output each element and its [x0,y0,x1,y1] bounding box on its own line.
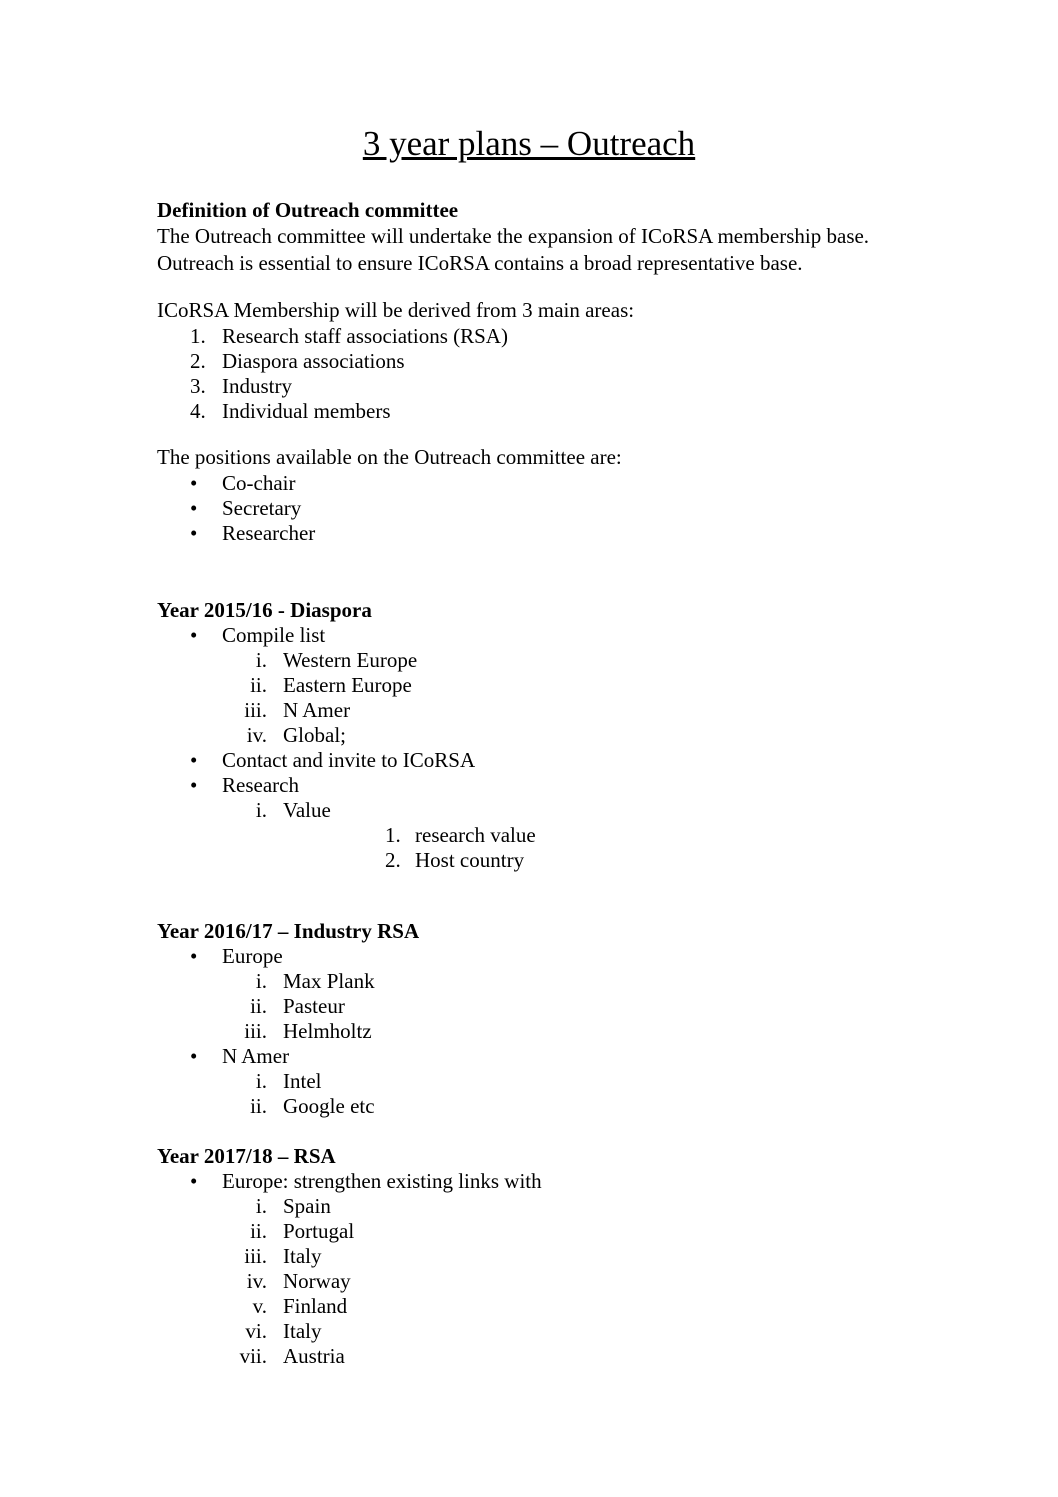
list-item [157,773,901,798]
definition-body-line: The Outreach committee will undertake the expansion of ICoRSA membership base. [157,224,870,248]
list-marker: i. [255,1069,267,1093]
membership-section [157,297,901,424]
list-item-label: Italy [283,1244,322,1268]
list-item-label: Research [222,773,299,797]
list-item [157,324,901,349]
list-item [157,969,901,994]
list-item [157,1269,901,1294]
list-item [157,748,901,773]
list-marker: 1. [190,324,206,348]
list-item [157,698,901,723]
list-marker: v. [252,1294,267,1318]
list-marker: iii. [244,1244,267,1268]
list-item [157,798,901,823]
list-item-label: Global; [283,723,346,747]
list-item [157,1019,901,1044]
bullet-marker: • [190,471,198,495]
list-item-label: Italy [283,1319,322,1343]
list-item-label: N Amer [283,698,351,722]
list-item-label: Pasteur [283,994,345,1018]
list-marker: i. [255,1194,267,1218]
list-item-label: Europe [222,944,283,968]
list-item-label: Research staff associations (RSA) [222,324,508,348]
bullet-marker: • [190,1044,198,1068]
positions-intro: The positions available on the Outreach committee are: [157,445,622,469]
positions-section [157,444,901,546]
list-item [157,521,901,546]
definition-section [157,197,901,277]
list-marker: 2. [385,848,401,872]
list-marker: iv. [246,1269,267,1293]
list-marker: 4. [190,399,206,423]
list-marker: ii. [250,994,267,1018]
year-2016-17-heading: Year 2016/17 – Industry RSA [157,919,420,943]
list-item [157,944,901,969]
list-item [157,1069,901,1094]
list-item [157,848,901,873]
list-item-label: Diaspora associations [222,349,405,373]
list-item-label: Austria [283,1344,345,1368]
list-item [157,1319,901,1344]
list-item [157,1244,901,1269]
list-marker: iv. [246,723,267,747]
list-marker: i. [255,798,267,822]
list-item-label: research value [415,823,536,847]
list-item-label: Industry [222,374,292,398]
list-item [157,496,901,521]
list-marker: ii. [250,1219,267,1243]
list-item [157,994,901,1019]
list-item-label: Portugal [283,1219,355,1243]
document-title: 3 year plans – Outreach [362,124,696,163]
bullet-marker: • [190,496,198,520]
list-item-label: Max Plank [283,969,375,993]
list-marker: 2. [190,349,206,373]
list-item-label: Contact and invite to ICoRSA [222,748,476,772]
list-item [157,648,901,673]
list-item [157,1094,901,1119]
list-item [157,1294,901,1319]
list-item-label: Eastern Europe [283,673,412,697]
bullet-marker: • [190,1169,198,1193]
list-marker: ii. [250,673,267,697]
year-2017-18-section [157,1143,901,1369]
list-marker: 1. [385,823,401,847]
bullet-marker: • [190,623,198,647]
membership-intro: ICoRSA Membership will be derived from 3 main areas: [157,298,635,322]
list-item-label: Researcher [222,521,316,545]
bullet-marker: • [190,521,198,545]
list-item [157,723,901,748]
definition-heading: Definition of Outreach committee [157,198,459,222]
list-item [157,1169,901,1194]
list-marker: iii. [244,698,267,722]
list-item-label: Individual members [222,399,391,423]
list-item-label: Finland [283,1294,348,1318]
list-item-label: Helmholtz [283,1019,372,1043]
list-item [157,399,901,424]
list-item-label: N Amer [222,1044,290,1068]
list-item-label: Compile list [222,623,326,647]
list-item [157,1219,901,1244]
list-item-label: Norway [283,1269,351,1293]
bullet-marker: • [190,944,198,968]
list-item-label: Value [283,798,331,822]
list-item-label: Secretary [222,496,302,520]
list-item [157,623,901,648]
list-marker: i. [255,648,267,672]
list-marker: vii. [239,1344,267,1368]
list-item [157,823,901,848]
list-marker: iii. [244,1019,267,1043]
list-item-label: Co-chair [222,471,296,495]
list-marker: ii. [250,1094,267,1118]
list-item-label: Spain [283,1194,331,1218]
list-marker: 3. [190,374,206,398]
list-item-label: Google etc [283,1094,375,1118]
list-item [157,374,901,399]
list-item-label: Western Europe [283,648,418,672]
list-item [157,1344,901,1369]
year-2015-16-section [157,597,901,873]
bullet-marker: • [190,773,198,797]
list-item [157,1194,901,1219]
list-marker: vi. [245,1319,267,1343]
year-2016-17-section [157,918,901,1119]
list-item-label: Host country [415,848,525,872]
list-item [157,673,901,698]
list-item-label: Europe: strengthen existing links with [222,1169,542,1193]
bullet-marker: • [190,748,198,772]
list-item [157,471,901,496]
year-2017-18-heading: Year 2017/18 – RSA [157,1144,336,1168]
list-item [157,349,901,374]
list-marker: i. [255,969,267,993]
year-2015-16-heading: Year 2015/16 - Diaspora [157,598,372,622]
definition-body-line: Outreach is essential to ensure ICoRSA contains a broad representative base. [157,251,803,275]
list-item [157,1044,901,1069]
list-item-label: Intel [283,1069,322,1093]
